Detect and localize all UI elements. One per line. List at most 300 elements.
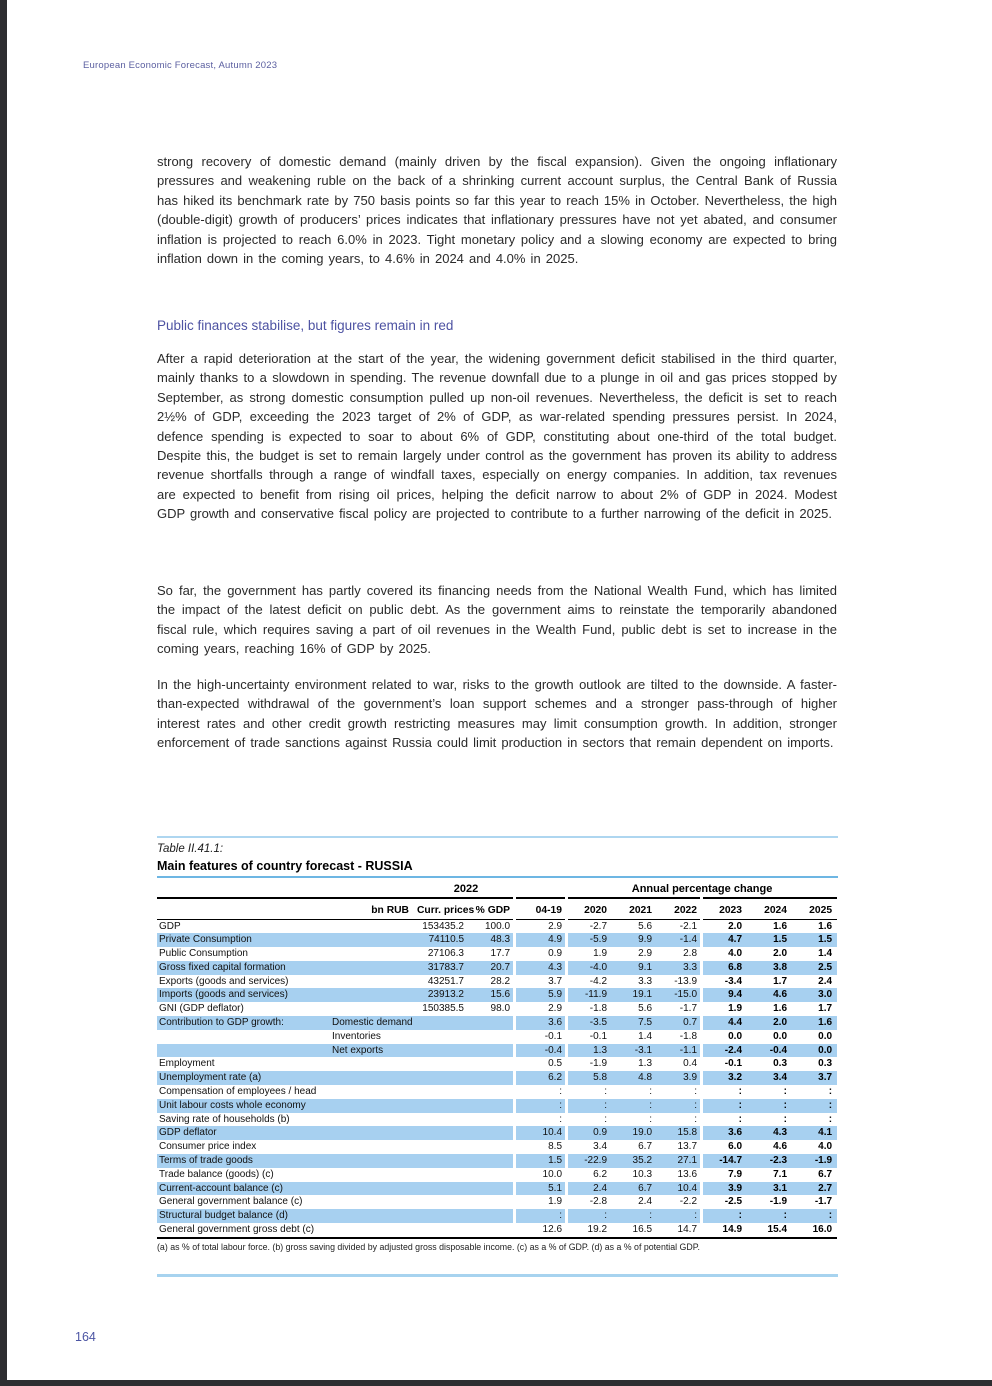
value-cell: 0.3 [773,1058,788,1070]
row-sublabel [332,975,417,989]
table-row [157,1168,837,1182]
value-cell: 3.7 [548,975,563,987]
value-cell: : [649,1099,653,1111]
value-cell: 2.0 [728,920,743,932]
row-sublabel: Domestic demand [332,1017,413,1029]
value-cell: : [828,1210,833,1222]
table-row [157,1113,837,1127]
value-cell: 3.4 [593,1141,608,1153]
body-paragraph-1: strong recovery of domestic demand (mainly driven by the fiscal expansion). Given the ongoing inflationary pressures and weakening ruble on the back of a shrinking current account surplus, the Central Bank of Russia has hiked its benchmark rate by 750 basis points so far this year to reach 15% in October. Nevertheless, the high (double-digit) growth of producers’ prices indicates that inflationary pressures have not yet abated, and consumer inflation is projected to reach 6.0% in 2023. Tight monetary policy and a slowing economy are expected to bring inflation down in the coming years, to 4.6% in 2024 and 4.0% in 2025. [157,154,837,267]
value-cell [469,1057,515,1071]
value-cell: 100.0 [484,920,511,932]
value-cell: 4.3 [548,961,563,973]
row-sublabel [332,1057,417,1071]
table-row [157,1195,837,1209]
value-cell: 28.2 [490,975,511,987]
value-cell: : [738,1099,743,1111]
value-cell: 10.3 [632,1168,653,1180]
value-cell: 1.6 [773,920,788,932]
value-cell: 1.3 [593,1044,608,1056]
value-cell: 2.0 [773,948,788,960]
value-cell: 3.9 [683,1072,698,1084]
col-header-2021: 2021 [612,898,657,919]
value-cell: : [604,1210,608,1222]
value-cell: -2.4 [724,1044,743,1056]
row-label: GNI (GDP deflator) [159,1003,244,1015]
table-row [157,988,837,1002]
value-cell: 15.4 [747,1223,792,1238]
value-cell: : [694,1086,698,1098]
row-label: Private Consumption [159,934,252,946]
value-cell: 3.9 [728,1182,743,1194]
value-cell: 7.1 [773,1168,788,1180]
value-cell: -4.2 [589,975,608,987]
value-cell: 1.5 [818,934,833,946]
page-number: 164 [75,1330,96,1344]
value-cell: : [559,1113,563,1125]
value-cell: 3.0 [818,989,833,1001]
value-cell: : [828,1099,833,1111]
value-cell: 12.6 [515,1223,567,1238]
table-row [157,975,837,989]
row-label: Saving rate of households (b) [159,1113,290,1125]
value-cell: 5.9 [548,989,563,1001]
value-cell [417,1113,469,1127]
row-sublabel [332,1195,417,1209]
value-cell: 2.8 [683,948,698,960]
running-header: European Economic Forecast, Autumn 2023 [83,60,278,71]
value-cell: 2.4 [593,1182,608,1194]
value-cell: 0.4 [683,1058,698,1070]
value-cell: 2.5 [818,961,833,973]
row-sublabel [332,988,417,1002]
value-cell: 43251.7 [427,975,464,987]
table-row [157,1099,837,1113]
value-cell: 4.0 [728,948,743,960]
value-cell: 48.3 [490,934,511,946]
row-label: GDP deflator [159,1127,217,1139]
value-cell: 13.6 [677,1168,698,1180]
value-cell: -2.7 [589,920,608,932]
column-gap-strip [513,896,516,1232]
value-cell: : [828,1113,833,1125]
table-column-header-row [157,898,837,919]
value-cell: -1.9 [769,1196,788,1208]
value-cell: 4.6 [773,989,788,1001]
value-cell: 17.7 [490,948,511,960]
value-cell: : [604,1086,608,1098]
forecast-table-wrap [157,879,838,1239]
row-label: Exports (goods and services) [159,975,289,987]
row-sublabel [332,1223,417,1238]
row-label: Imports (goods and services) [159,989,288,1001]
group-header-spacer [157,879,417,898]
value-cell: : [783,1210,788,1222]
body-paragraph-2: After a rapid deterioration at the start of the year, the widening government deficit stabilised in the third quarter, mainly thanks to a slowdown in spending. The revenue downfall due to a plunge in oil and gas prices stopped by September, as strong domestic consumption pulled up non-oil revenues. Nevertheless, the deficit is set to reach 2½% of GDP, exceeding the 2023 target of 2% of GDP, as war-related spending pressures persist. In 2024, defence spending is expected to soar to about 6% of GDP, constituting about one-third of the total budget. Despite this, the budget is set to remain largely under control as the government has proven its ability to address revenue shortfalls through a range of windfall taxes, especially on energy companies. In addition, tax revenues are expected to benefit from rising oil prices, helping the deficit narrow to about 2% of GDP in 2024. Modest GDP growth and conservative fiscal policy are projected to contribute to a further narrowing of the deficit in 2025. [157,351,837,522]
value-cell [417,1071,469,1085]
row-label: Unit labour costs whole economy [159,1099,306,1111]
table-row [157,1154,837,1168]
table-top-rule [157,836,838,838]
value-cell: 0.3 [818,1058,833,1070]
value-cell: 15.8 [677,1127,698,1139]
row-label: Employment [159,1058,215,1070]
value-cell [469,1044,515,1058]
table-caption: Table II.41.1: [157,843,224,855]
value-cell: 4.1 [818,1127,833,1139]
value-cell: : [783,1086,788,1098]
value-cell: 1.9 [728,1003,743,1015]
value-cell [417,1016,469,1030]
value-cell: 2.9 [548,920,563,932]
forecast-table-body [157,919,837,1238]
value-cell [417,1209,469,1223]
value-cell: : [559,1086,563,1098]
table-row [157,919,837,933]
value-cell: 10.0 [542,1168,563,1180]
value-cell: -0.4 [769,1044,788,1056]
value-cell: 1.9 [548,1196,563,1208]
value-cell: -3.5 [589,1017,608,1029]
value-cell: : [559,1210,563,1222]
value-cell: 6.0 [728,1141,743,1153]
col-header-2025: 2025 [792,898,837,919]
table-row [157,1030,837,1044]
value-cell: 0.5 [548,1058,563,1070]
value-cell: 31783.7 [427,961,464,973]
col-header-bnrub: bn RUB [332,898,417,919]
value-cell: 1.7 [773,975,788,987]
value-cell: 0.9 [548,948,563,960]
row-label: Contribution to GDP growth: [159,1017,284,1029]
value-cell: : [783,1113,788,1125]
value-cell: 9.4 [728,989,743,1001]
value-cell [417,1085,469,1099]
value-cell [469,1126,515,1140]
table-row [157,933,837,947]
value-cell: 3.2 [728,1072,743,1084]
group-header-2022: 2022 [417,879,515,898]
col-header-2022: 2022 [657,898,702,919]
value-cell: 9.1 [638,961,653,973]
value-cell: -0.4 [544,1044,563,1056]
row-sublabel [332,1002,417,1016]
value-cell [469,1195,515,1209]
value-cell: -1.9 [589,1058,608,1070]
value-cell: -15.0 [674,989,698,1001]
value-cell [469,1016,515,1030]
row-sublabel [332,919,417,933]
row-label: Compensation of employees / head [159,1086,317,1098]
table-row [157,1182,837,1196]
table-row [157,1209,837,1223]
value-cell: -11.9 [584,989,608,1001]
forecast-table-block [157,836,838,1277]
value-cell: 1.9 [593,948,608,960]
row-sublabel [332,961,417,975]
value-cell: : [694,1099,698,1111]
page-bottom-edge-bar [0,1380,992,1386]
table-row [157,1057,837,1071]
value-cell [469,1085,515,1099]
value-cell: : [738,1086,743,1098]
value-cell: -1.7 [814,1196,833,1208]
value-cell: : [649,1086,653,1098]
section-heading: Public finances stabilise, but figures remain in red [157,318,454,333]
value-cell [469,1209,515,1223]
table-row [157,961,837,975]
table-bottom-rule [157,1274,838,1277]
value-cell: 6.2 [593,1168,608,1180]
row-label: Unemployment rate (a) [159,1072,262,1084]
row-label: Public Consumption [159,948,248,960]
col-header-empty [157,898,332,919]
row-sublabel [332,933,417,947]
value-cell: : [649,1210,653,1222]
row-label: GDP [159,920,181,932]
value-cell: 1.6 [773,1003,788,1015]
value-cell: 3.1 [773,1182,788,1194]
value-cell: 2.9 [638,948,653,960]
value-cell: : [738,1113,743,1125]
value-cell: 6.7 [638,1182,653,1194]
row-label: Trade balance (goods) (c) [159,1168,274,1180]
value-cell: 74110.5 [428,934,464,946]
value-cell: -2.1 [679,920,698,932]
value-cell: 6.8 [728,961,743,973]
value-cell: 0.0 [818,1044,833,1056]
value-cell: 3.3 [638,975,653,987]
value-cell [469,1182,515,1196]
table-row [157,1044,837,1058]
row-label: Consumer price index [159,1141,257,1153]
value-cell: 153435.2 [422,920,464,932]
row-sublabel [332,1168,417,1182]
value-cell: 150385.5 [422,1003,464,1015]
table-title: Main features of country forecast - RUSSIA [157,859,413,873]
value-cell: 1.6 [818,920,833,932]
value-cell: 0.0 [773,1030,788,1042]
value-cell: 4.0 [818,1141,833,1153]
value-cell: 3.8 [773,961,788,973]
value-cell [469,1099,515,1113]
group-header-0419-spacer [515,879,567,898]
value-cell: -0.1 [544,1030,563,1042]
value-cell: 13.7 [677,1141,698,1153]
value-cell [417,1044,469,1058]
value-cell: 1.5 [548,1155,563,1167]
row-sublabel [332,947,417,961]
value-cell: : [604,1113,608,1125]
value-cell: -1.8 [679,1030,698,1042]
value-cell: 1.4 [638,1030,653,1042]
value-cell: 2.4 [818,975,833,987]
value-cell: -13.9 [674,975,698,987]
row-label [157,1044,332,1058]
col-header-curr-prices: Curr. prices [417,898,469,919]
value-cell: -5.9 [589,934,608,946]
value-cell: 35.2 [632,1155,653,1167]
value-cell: 6.7 [818,1168,833,1180]
value-cell: 5.8 [593,1072,608,1084]
value-cell: 19.0 [632,1127,653,1139]
value-cell: : [694,1113,698,1125]
value-cell: 20.7 [490,961,511,973]
value-cell [417,1223,469,1238]
value-cell [469,1113,515,1127]
value-cell [417,1057,469,1071]
value-cell [417,1154,469,1168]
forecast-table [157,879,837,1239]
row-label: Gross fixed capital formation [159,961,286,973]
value-cell: -3.4 [724,975,743,987]
value-cell: -0.1 [589,1030,608,1042]
table-row [157,1126,837,1140]
row-label: Current-account balance (c) [159,1182,283,1194]
value-cell [417,1140,469,1154]
col-header-2020: 2020 [567,898,612,919]
table-row [157,947,837,961]
value-cell: -2.5 [724,1196,743,1208]
value-cell: 8.5 [548,1141,563,1153]
table-row [157,1071,837,1085]
value-cell [417,1030,469,1044]
value-cell: 19.1 [632,989,653,1001]
value-cell: 15.6 [490,989,511,1001]
value-cell: -0.1 [724,1058,743,1070]
row-sublabel [332,1085,417,1099]
value-cell: 14.7 [657,1223,702,1238]
value-cell [417,1195,469,1209]
row-label: Terms of trade goods [159,1155,253,1167]
table-row [157,1140,837,1154]
value-cell: 16.5 [612,1223,657,1238]
row-sublabel [332,1209,417,1223]
row-sublabel [332,1071,417,1085]
column-gap-strip [700,896,703,1232]
value-cell: 98.0 [490,1003,511,1015]
value-cell: -1.7 [679,1003,698,1015]
table-row [157,1223,837,1238]
value-cell: 5.6 [638,920,653,932]
value-cell: -1.9 [814,1155,833,1167]
value-cell: -3.1 [634,1044,653,1056]
value-cell [417,1126,469,1140]
value-cell [417,1099,469,1113]
value-cell: 10.4 [542,1127,563,1139]
column-gap-strip [565,896,568,1232]
value-cell: 1.5 [773,934,788,946]
value-cell [469,1030,515,1044]
value-cell [469,1223,515,1238]
value-cell: 4.9 [548,934,563,946]
value-cell: 4.4 [728,1017,743,1029]
value-cell [469,1071,515,1085]
value-cell: -1.1 [679,1044,698,1056]
value-cell: : [559,1099,563,1111]
row-label: Structural budget balance (d) [159,1210,288,1222]
value-cell: 27106.3 [427,948,464,960]
col-header-0419: 04-19 [515,898,567,919]
value-cell: 14.9 [702,1223,747,1238]
value-cell: -2.3 [769,1155,788,1167]
value-cell: -1.4 [679,934,698,946]
row-sublabel [332,1154,417,1168]
value-cell: -1.8 [589,1003,608,1015]
row-sublabel [332,1113,417,1127]
value-cell: 3.6 [548,1017,563,1029]
value-cell: 4.7 [728,934,743,946]
value-cell: 19.2 [567,1223,612,1238]
value-cell: 1.6 [818,1017,833,1029]
row-label: General government balance (c) [159,1196,303,1208]
value-cell: 0.0 [728,1030,743,1042]
value-cell: 4.6 [773,1141,788,1153]
table-group-header-row [157,879,837,898]
value-cell: 6.2 [548,1072,563,1084]
table-footnote: (a) as % of total labour force. (b) gross saving divided by adjusted gross disposable income. (c) as a % of GDP. (d) as a % of potential GDP. [157,1241,700,1252]
value-cell [469,1140,515,1154]
value-cell: 2.9 [548,1003,563,1015]
value-cell: 3.7 [818,1072,833,1084]
value-cell: 1.7 [818,1003,833,1015]
value-cell: 3.3 [683,961,698,973]
value-cell: : [604,1099,608,1111]
value-cell: 3.6 [728,1127,743,1139]
value-cell: 0.7 [683,1017,698,1029]
value-cell [417,1168,469,1182]
value-cell: : [694,1210,698,1222]
col-header-2024: 2024 [747,898,792,919]
body-paragraph-3: So far, the government has partly covered its financing needs from the National Wealth Fund, which has limited the impact of the latest deficit on public debt. As the government aims to reinstate the temporarily abandoned fiscal rule, which requires saving a part of oil revenues in the Wealth Fund, public debt is set to increase in the coming years, reaching 16% of GDP by 2025. [157,583,837,657]
value-cell: 5.6 [638,1003,653,1015]
value-cell: -2.2 [679,1196,698,1208]
value-cell [469,1168,515,1182]
value-cell: -4.0 [589,961,608,973]
value-cell: 3.4 [773,1072,788,1084]
value-cell: 4.3 [773,1127,788,1139]
value-cell: 7.5 [638,1017,653,1029]
col-header-2023: 2023 [702,898,747,919]
table-row [157,1016,837,1030]
value-cell: 27.1 [677,1155,698,1167]
value-cell: : [738,1210,743,1222]
row-label: General government gross debt (c) [157,1223,332,1238]
row-sublabel [332,1140,417,1154]
value-cell: : [783,1099,788,1111]
value-cell: 1.3 [638,1058,653,1070]
value-cell: : [828,1086,833,1098]
col-header-pct-gdp: % GDP [469,898,515,919]
row-sublabel: Net exports [332,1044,384,1056]
page-left-edge-bar [0,0,7,1386]
value-cell: 10.4 [677,1182,698,1194]
row-sublabel [332,1126,417,1140]
value-cell: 0.9 [593,1127,608,1139]
value-cell: 23913.2 [427,989,464,1001]
value-cell: 2.7 [818,1182,833,1194]
value-cell: 0.0 [818,1030,833,1042]
row-label [157,1030,332,1044]
value-cell: -22.9 [584,1155,608,1167]
table-row [157,1002,837,1016]
table-row [157,1085,837,1099]
value-cell [417,1182,469,1196]
value-cell: 9.9 [638,934,653,946]
value-cell: : [649,1113,653,1125]
value-cell: -14.7 [719,1155,743,1167]
value-cell: 4.8 [638,1072,653,1084]
